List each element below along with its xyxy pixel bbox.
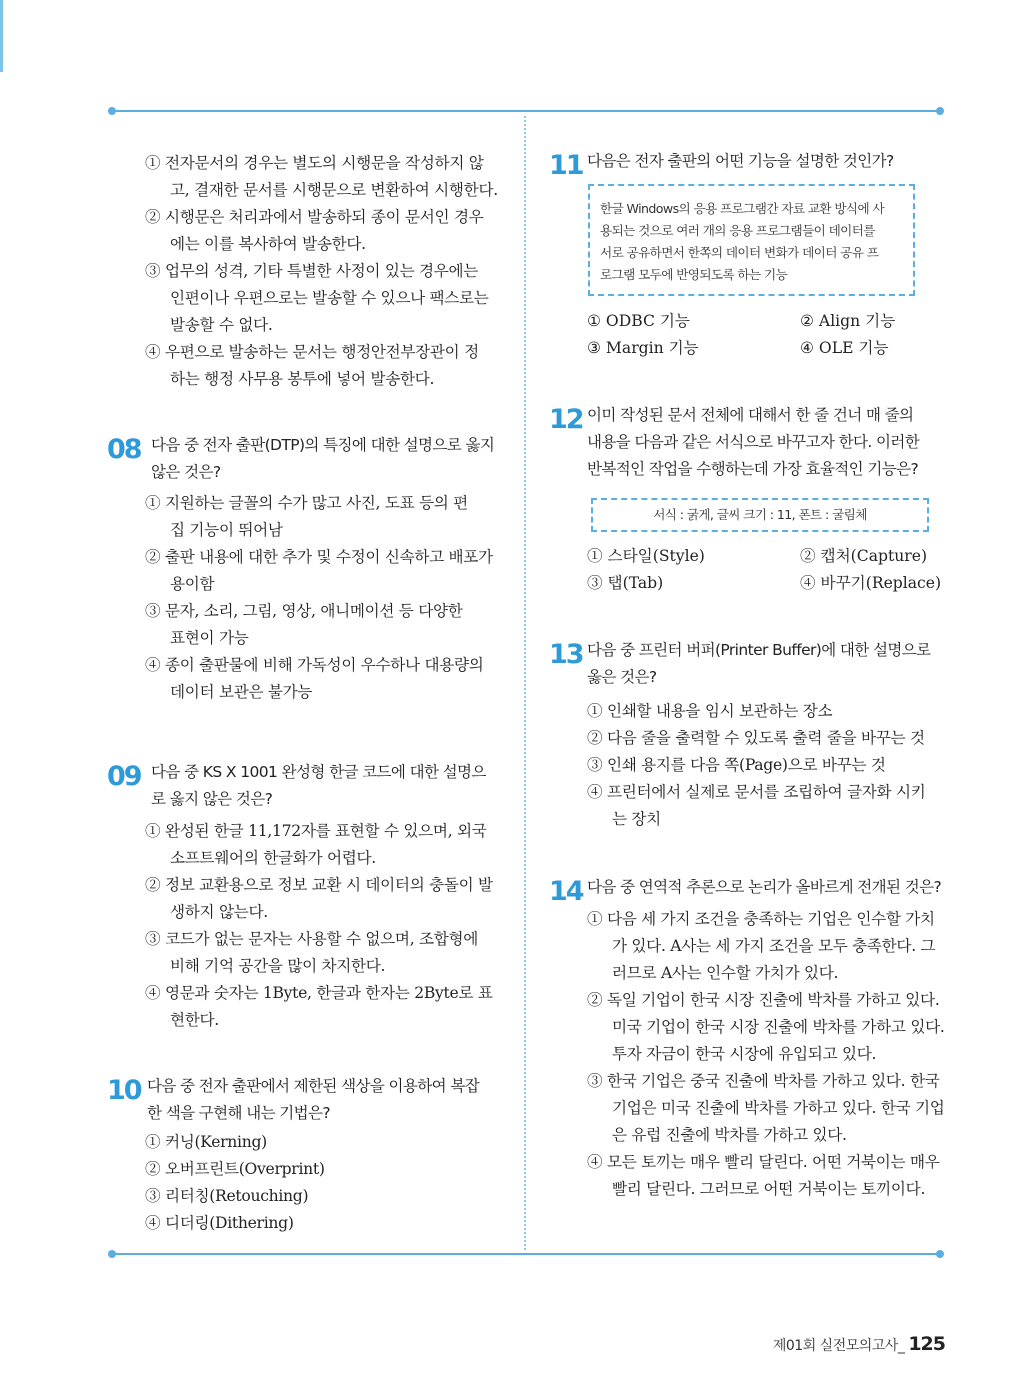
passage-line: 한글 Windows의 응용 프로그램간 자료 교환 방식에 사 <box>600 201 885 216</box>
option-1: ① 완성된 한글 11,172자를 표현할 수 있으며, 외국 소프트웨어의 한글화가 어렵다. <box>145 822 487 867</box>
option-2: ② 독일 기업이 한국 시장 진출에 박차를 가하고 있다. 미국 기업이 한국 시장 진출에 박차를 가하고 있다. 투자 자금이 한국 시장에 유입되고 있다. <box>587 991 945 1063</box>
option-4: ④ 모든 토끼는 매우 빨리 달린다. 어떤 거북이는 매우 빨리 달린다. 그러므로 어떤 거북이는 토끼이다. <box>587 1153 940 1198</box>
question-text: 이미 작성된 문서 전체에 대해서 한 줄 건너 매 줄의 내용을 다음과 같은 서식으로 바꾸고자 한다. 이러한 반복적인 작업을 수행하는데 가장 효율적인 기능은? <box>587 406 920 478</box>
option-1: ① ODBC 기능 <box>587 312 690 330</box>
question-text: 다음 중 연역적 추론으로 논리가 올바르게 전개된 것은? <box>587 878 942 896</box>
question-number: 13 <box>549 639 583 670</box>
question-options <box>145 1129 325 1237</box>
page-footer <box>773 1333 945 1355</box>
option-1: ① 전자문서의 경우는 별도의 시행문을 작성하지 않 고, 결재한 문서를 시행문으로 변환하여 시행한다. <box>145 154 498 199</box>
question-number: 14 <box>549 876 583 907</box>
question-text: 다음 중 KS X 1001 완성형 한글 코드에 대한 설명으 로 옳지 않은 것은? <box>151 763 486 808</box>
option-2: ② Align 기능 <box>800 312 896 330</box>
question-text: 다음은 전자 출판의 어떤 기능을 설명한 것인가? <box>587 152 894 170</box>
option-2: ② 캡처(Capture) <box>800 547 928 565</box>
bottom-rule <box>112 1253 940 1255</box>
page-edge-tab <box>0 0 3 72</box>
footer-label: 제01회 실전모의고사_ <box>772 1338 905 1354</box>
option-2: ② 출판 내용에 대한 추가 및 수정이 신속하고 배포가 용이함 <box>145 548 493 593</box>
option-4: ④ OLE 기능 <box>800 339 889 357</box>
question-options <box>587 698 926 833</box>
option-4: ④ 우편으로 발송하는 문서는 행정안전부장관이 정 하는 행정 사무용 봉투에 넣어 발송한다. <box>145 343 479 388</box>
page-number: 125 <box>908 1333 945 1355</box>
question-text: 다음 중 프린터 버퍼(Printer Buffer)에 대한 설명으로 옳은 것은? <box>587 641 931 686</box>
question-number: 08 <box>107 434 141 465</box>
option-3: ③ 업무의 성격, 기타 특별한 사정이 있는 경우에는 인편이나 우편으로는 발송할 수 있으나 팩스로는 발송할 수 없다. <box>145 262 489 334</box>
column-divider <box>524 116 526 1250</box>
option-4: ④ 디더링(Dithering) <box>145 1214 294 1232</box>
option-2: ② 다음 줄을 출력할 수 있도록 출력 줄을 바꾸는 것 <box>587 729 925 747</box>
question-11-passage-box <box>588 184 915 296</box>
question-options <box>145 818 493 1034</box>
question-number: 12 <box>549 404 583 435</box>
option-1: ① 다음 세 가지 조건을 충족하는 기업은 인수할 가치 가 있다. A사는 세 가지 조건을 모두 충족한다. 그 러므로 A사는 인수할 가치가 있다. <box>587 910 936 982</box>
option-3: ③ 문자, 소리, 그림, 영상, 애니메이션 등 다양한 표현이 가능 <box>145 602 463 647</box>
option-3: ③ 한국 기업은 중국 진출에 박차를 가하고 있다. 한국 기업은 미국 진출에 박차를 가하고 있다. 한국 기업 은 유럽 진출에 박차를 가하고 있다. <box>587 1072 945 1144</box>
question-12-options <box>587 543 942 597</box>
question-11-options <box>587 308 927 362</box>
continued-options <box>145 150 498 393</box>
passage-line: 용되는 것으로 여러 개의 응용 프로그램들이 데이터를 <box>600 223 875 238</box>
option-4: ④ 영문과 숫자는 1Byte, 한글과 한자는 2Byte로 표 현한다. <box>145 984 493 1029</box>
top-rule <box>112 110 940 112</box>
question-options <box>145 490 493 706</box>
option-4: ④ 프린터에서 실제로 문서를 조립하여 글자화 시키 는 장치 <box>587 783 926 828</box>
option-3: ③ Margin 기능 <box>587 339 699 357</box>
option-2: ② 정보 교환용으로 정보 교환 시 데이터의 충돌이 발 생하지 않는다. <box>145 876 493 921</box>
option-3: ③ 인쇄 용지를 다음 쪽(Page)으로 바꾸는 것 <box>587 756 886 774</box>
option-3: ③ 코드가 없는 문자는 사용할 수 없으며, 조합형에 비해 기억 공간을 많이 차지한다. <box>145 930 479 975</box>
question-number: 11 <box>549 150 583 181</box>
passage-line: 로그램 모두에 반영되도록 하는 기능 <box>600 267 788 282</box>
option-1: ① 지원하는 글꼴의 수가 많고 사진, 도표 등의 편 집 기능이 뛰어남 <box>145 494 468 539</box>
question-options <box>587 906 945 1203</box>
question-number: 10 <box>107 1075 141 1106</box>
option-1: ① 커닝(Kerning) <box>145 1133 267 1151</box>
option-1: ① 인쇄할 내용을 임시 보관하는 장소 <box>587 702 833 720</box>
option-3: ③ 탭(Tab) <box>587 574 664 592</box>
option-3: ③ 리터칭(Retouching) <box>145 1187 309 1205</box>
option-1: ① 스타일(Style) <box>587 547 705 565</box>
passage-line: 서로 공유하면서 한쪽의 데이터 변화가 데이터 공유 프 <box>600 245 879 260</box>
question-text: 다음 중 전자 출판에서 제한된 색상을 이용하여 복잡 한 색을 구현해 내는 기법은? <box>147 1077 480 1122</box>
question-number: 09 <box>107 761 141 792</box>
option-2: ② 시행문은 처리과에서 발송하되 종이 문서인 경우 에는 이를 복사하여 발송한다. <box>145 208 484 253</box>
question-12-format-box: 서식 : 굵게, 글씨 크기 : 11, 폰트 : 굴림체 <box>591 498 929 532</box>
option-4: ④ 바꾸기(Replace) <box>800 574 942 592</box>
question-text: 다음 중 전자 출판(DTP)의 특징에 대한 설명으로 옳지 않은 것은? <box>151 436 495 481</box>
option-4: ④ 종이 출판물에 비해 가독성이 우수하나 대용량의 데이터 보관은 불가능 <box>145 656 484 701</box>
option-2: ② 오버프린트(Overprint) <box>145 1160 325 1178</box>
